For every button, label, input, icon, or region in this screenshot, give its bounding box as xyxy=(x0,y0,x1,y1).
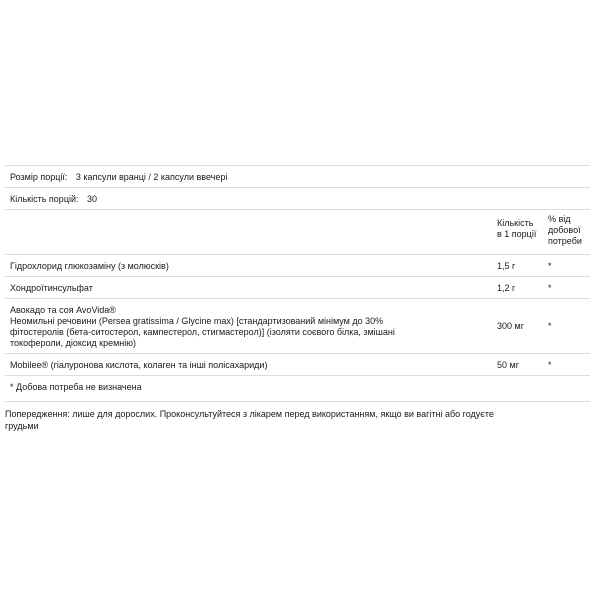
amount-column-header xyxy=(497,218,536,240)
ingredient-description-line: фітостеролів (бета-ситостерол, кампестерол, стигмастерол)] (ізоляти соєвого білка, змішані xyxy=(10,327,395,337)
ingredient-name: Гідрохлорид глюкозаміну (з молюсків) xyxy=(10,261,169,271)
servings-count-value: 30 xyxy=(87,194,98,204)
serving-size-value: 3 капсули вранці / 2 капсули ввечері xyxy=(75,172,228,182)
ingredient-name: Mobilee® (гіалуронова кислота, колаген та інші полісахариди) xyxy=(10,360,268,370)
ingredient-amount: 1,2 г xyxy=(497,283,516,293)
divider xyxy=(5,209,590,210)
daily-value-column-header xyxy=(548,214,582,247)
amount-header-line: в 1 порції xyxy=(497,229,537,239)
ingredient-description-line: Неомильні речовини (Persea gratissima / Glycine max) [стандартизований мінімум до 30% xyxy=(10,316,384,326)
divider xyxy=(5,353,590,354)
divider xyxy=(5,298,590,299)
divider xyxy=(5,276,590,277)
serving-size-label: Розмір порції: xyxy=(10,172,68,182)
divider xyxy=(5,401,590,402)
ingredient-daily-value: * xyxy=(548,360,552,370)
servings-count-row xyxy=(10,194,97,205)
dv-header-line: добової xyxy=(548,225,581,235)
servings-count-label: Кількість порцій: xyxy=(10,194,79,204)
ingredient-name: Авокадо та соя AvoVida® xyxy=(10,305,116,315)
ingredient-amount: 1,5 г xyxy=(497,261,516,271)
warning-label: Попередження: xyxy=(5,409,70,419)
ingredient-daily-value: * xyxy=(548,283,552,293)
ingredient-daily-value: * xyxy=(548,321,552,331)
ingredient-description-line: токофероли, діоксид кремнію) xyxy=(10,338,136,348)
divider xyxy=(5,187,590,188)
ingredient-daily-value: * xyxy=(548,261,552,271)
ingredient-name: Хондроїтинсульфат xyxy=(10,283,93,293)
divider xyxy=(5,254,590,255)
warning-line xyxy=(5,409,494,420)
dv-header-line: потреби xyxy=(548,236,582,246)
footnote: * Добова потреба не визначена xyxy=(10,382,142,392)
warning-text: лише для дорослих. Проконсультуйтеся з лікарем перед використанням, якщо ви вагітні або годуєте xyxy=(69,409,494,419)
dv-header-line: % від xyxy=(548,214,571,224)
amount-header-line: Кількість xyxy=(497,218,534,228)
divider xyxy=(5,165,590,166)
divider xyxy=(5,375,590,376)
serving-size-row xyxy=(10,172,227,183)
ingredient-amount: 50 мг xyxy=(497,360,519,370)
ingredient-amount: 300 мг xyxy=(497,321,524,331)
warning-text-continued: грудьми xyxy=(5,421,39,431)
